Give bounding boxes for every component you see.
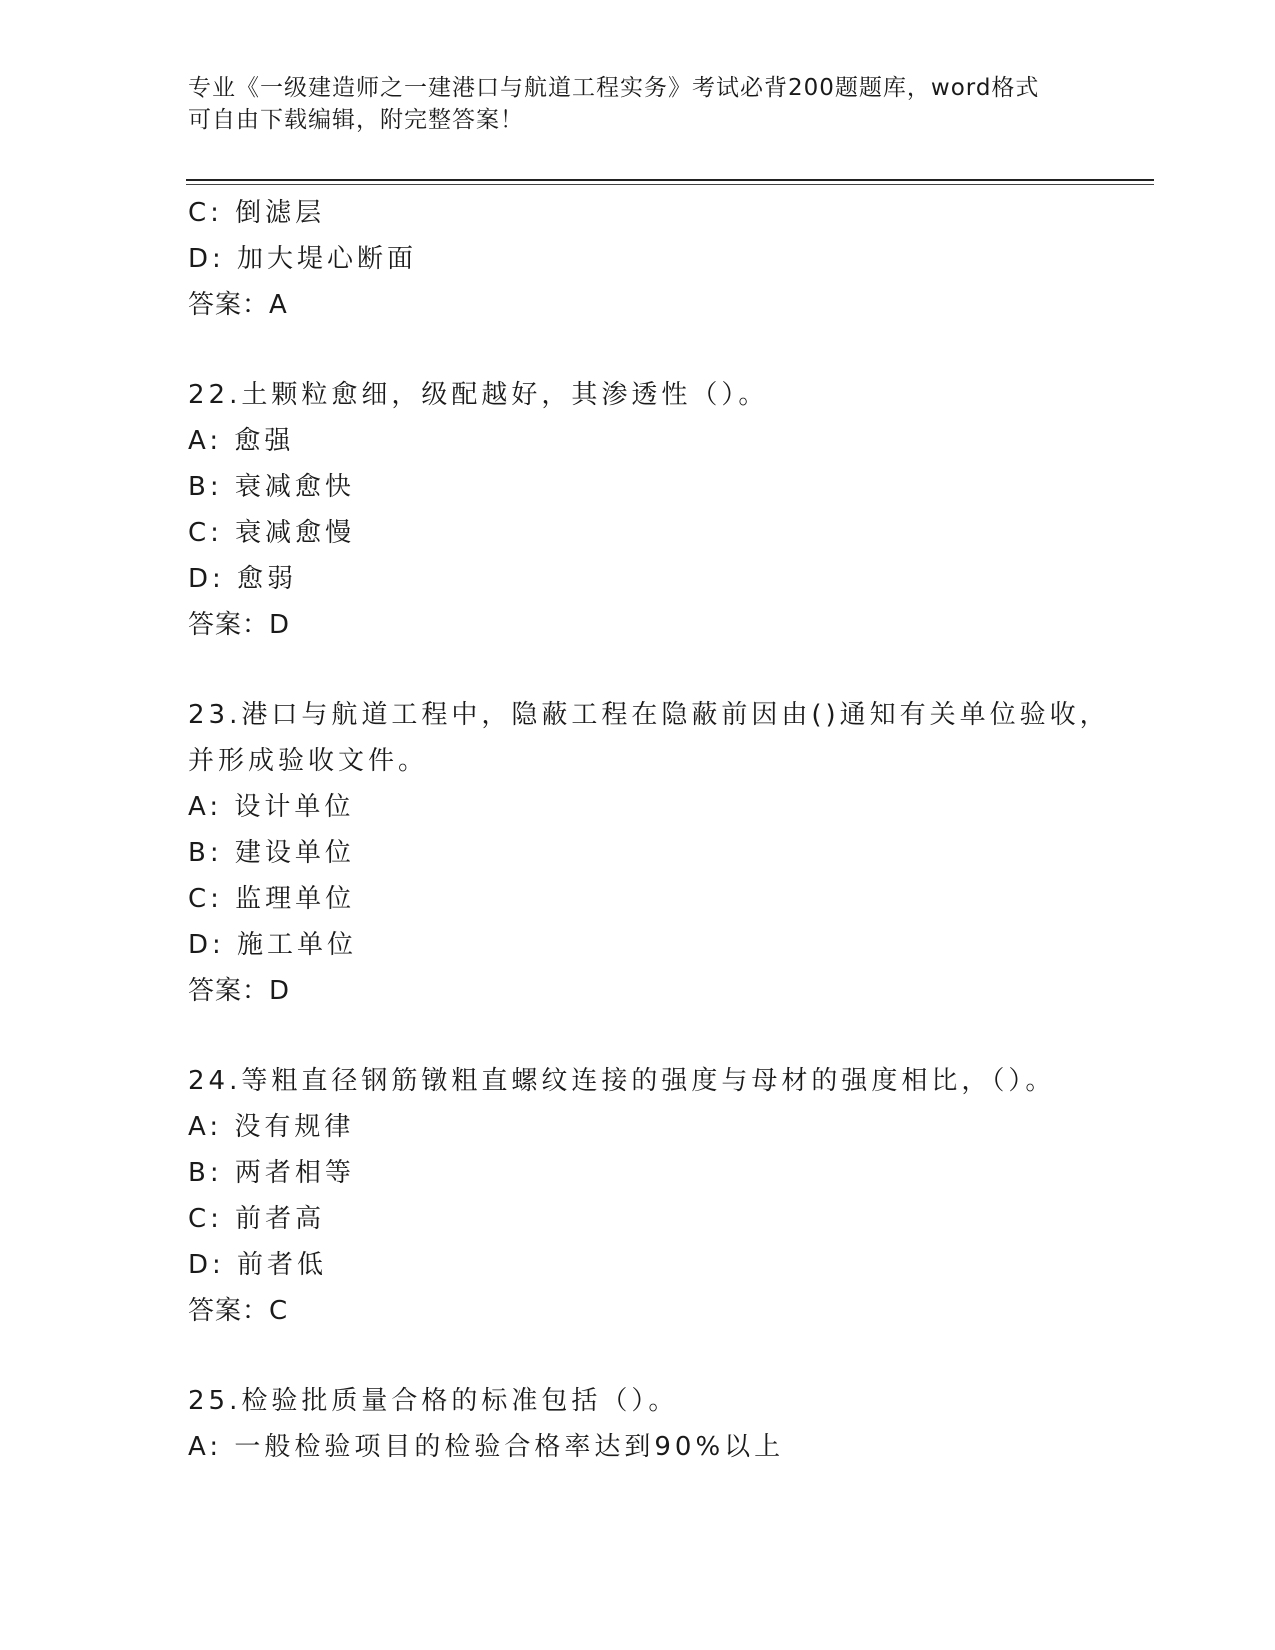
option-a: A: 设计单位 [188,792,355,822]
question-23 [188,692,1148,1014]
option-a: A: 一般检验项目的检验合格率达到90%以上 [188,1432,785,1462]
option-d: D: 加大堤心断面 [188,244,418,274]
question-24 [188,1058,1148,1334]
answer-label: 答案：D [188,976,291,1006]
answer-label: 答案：C [188,1296,289,1326]
question-text: 25.检验批质量合格的标准包括（）。 [188,1386,679,1416]
option-c: C: 衰减愈慢 [188,518,356,548]
header-divider-thick [186,179,1154,181]
answer-label: 答案：A [188,290,288,320]
option-c: C: 前者高 [188,1204,326,1234]
header-line-2: 可自由下载编辑，附完整答案！ [188,107,524,133]
header-divider-thin [186,184,1154,185]
option-c: C: 倒滤层 [188,198,326,228]
option-a: A: 没有规律 [188,1112,355,1142]
answer-label: 答案：D [188,610,291,640]
question-text-line-1: 23.港口与航道工程中，隐蔽工程在隐蔽前因由()通知有关单位验收， [188,700,1110,730]
option-d: D: 愈弱 [188,564,298,594]
option-b: B: 衰减愈快 [188,472,355,502]
question-text: 24.等粗直径钢筋镦粗直螺纹连接的强度与母材的强度相比，（）。 [188,1066,1056,1096]
option-d: D: 施工单位 [188,930,358,960]
question-22 [188,372,1148,648]
question-21 [188,190,1148,328]
option-c: C: 监理单位 [188,884,356,914]
question-content [188,190,1148,1470]
document-header [188,72,1088,136]
option-b: B: 两者相等 [188,1158,355,1188]
question-text: 22.土颗粒愈细，级配越好，其渗透性（）。 [188,380,769,410]
header-line-1: 专业《一级建造师之一建港口与航道工程实务》考试必背200题题库，word格式 [188,75,1040,101]
option-b: B: 建设单位 [188,838,355,868]
question-25 [188,1378,1148,1470]
option-a: A: 愈强 [188,426,295,456]
question-text-line-2: 并形成验收文件。 [188,746,429,776]
option-d: D: 前者低 [188,1250,328,1280]
